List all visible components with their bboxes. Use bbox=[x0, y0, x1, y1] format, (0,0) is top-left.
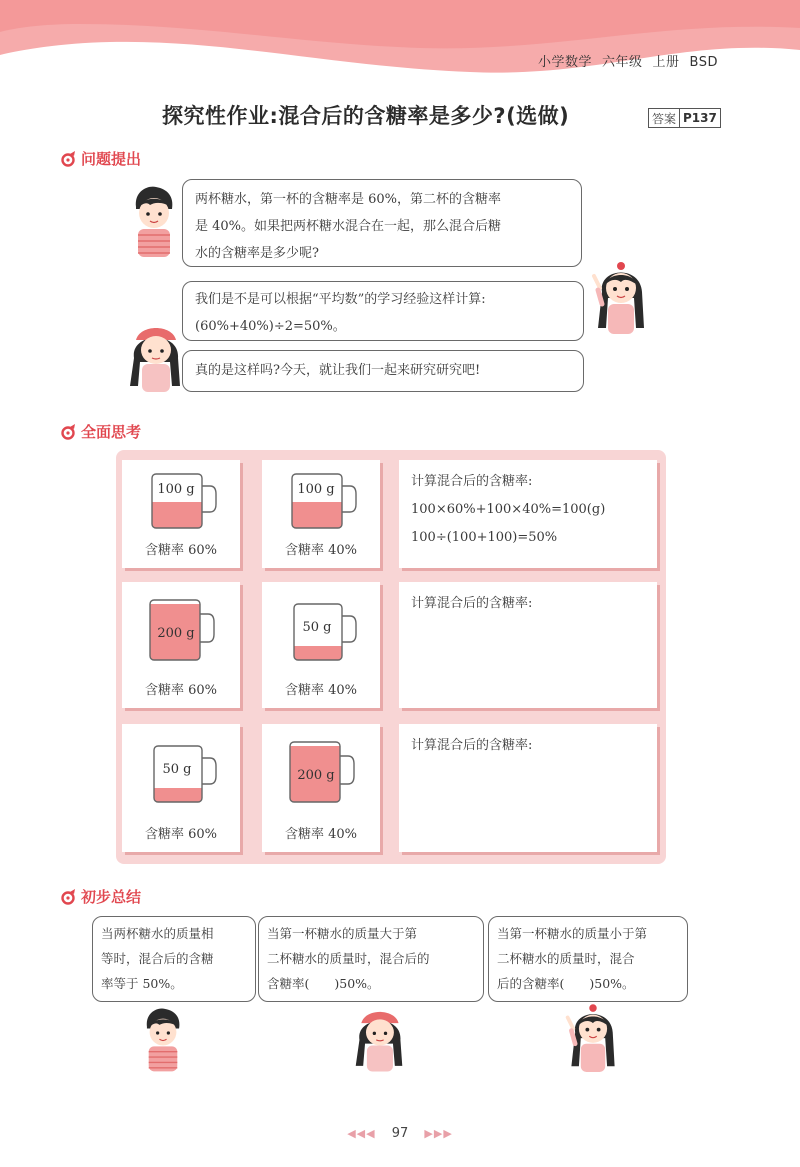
cup-mass: 100 g bbox=[157, 482, 195, 497]
boy-illustration bbox=[138, 1004, 188, 1078]
girl-hat-illustration bbox=[352, 1002, 406, 1074]
mug-icon bbox=[290, 472, 360, 530]
bullet-ring-icon bbox=[60, 423, 78, 441]
cup-card bbox=[262, 724, 380, 852]
calc-content: 计算混合后的含糖率: bbox=[411, 738, 533, 753]
cup-mass: 200 g bbox=[157, 626, 195, 641]
answer-page: P137 bbox=[683, 111, 717, 125]
section-problem-label: 问题提出 bbox=[81, 150, 142, 168]
page-title: 探究性作业:混合后的含糖率是多少?(选做) bbox=[162, 104, 570, 128]
cup-mass: 50 g bbox=[162, 762, 192, 777]
calc-content: 计算混合后的含糖率: bbox=[411, 596, 533, 611]
boy-illustration bbox=[126, 183, 182, 263]
volume: 上册 bbox=[652, 55, 680, 70]
cup-card bbox=[122, 582, 240, 708]
cup-card bbox=[262, 582, 380, 708]
right-arrows-icon: ▶▶▶ bbox=[424, 1127, 453, 1140]
bullet-ring-icon bbox=[60, 150, 78, 168]
cup-rate: 含糖率 40% bbox=[284, 543, 358, 558]
speech-bubble-average: 我们是不是可以根据“平均数”的学习经验这样计算: (60%+40%)÷2=50%。 bbox=[182, 281, 584, 341]
grade: 六年级 bbox=[602, 55, 643, 70]
section-summary-label: 初步总结 bbox=[81, 888, 142, 906]
cup-mass: 200 g bbox=[297, 768, 335, 783]
calc-card[interactable] bbox=[399, 460, 657, 568]
page-number: 97 bbox=[391, 1126, 409, 1141]
cup-mass: 100 g bbox=[297, 482, 335, 497]
girl-illustration bbox=[588, 258, 654, 342]
cup-rate: 含糖率 60% bbox=[144, 543, 218, 558]
edition: BSD bbox=[689, 55, 718, 70]
cup-rate: 含糖率 60% bbox=[144, 827, 218, 842]
section-problem bbox=[60, 148, 141, 169]
section-thinking bbox=[60, 421, 141, 442]
cup-card bbox=[122, 724, 240, 852]
conclusion-greater[interactable]: 当第一杯糖水的质量大于第 二杯糖水的质量时，混合后的 含糖率( )50%。 bbox=[258, 916, 484, 1002]
conclusion-less[interactable]: 当第一杯糖水的质量小于第 二杯糖水的质量时，混合 后的含糖率( )50%。 bbox=[488, 916, 688, 1002]
subject: 小学数学 bbox=[538, 55, 593, 70]
speech-bubble-invite: 真的是这样吗?今天，就让我们一起来研究研究吧! bbox=[182, 350, 584, 392]
section-summary bbox=[60, 886, 141, 907]
cup-card bbox=[122, 460, 240, 568]
cup-rate: 含糖率 60% bbox=[144, 683, 218, 698]
calc-card[interactable] bbox=[399, 582, 657, 708]
girl-illustration bbox=[562, 1000, 624, 1080]
left-arrows-icon: ◀◀◀ bbox=[347, 1127, 376, 1140]
calc-content: 计算混合后的含糖率: 100×60%+100×40%=100(g) 100÷(100+100)=50% bbox=[411, 474, 606, 545]
book-meta bbox=[528, 51, 718, 70]
cup-rate: 含糖率 40% bbox=[284, 683, 358, 698]
speech-bubble-question: 两杯糖水，第一杯的含糖率是 60%，第二杯的含糖率 是 40%。如果把两杯糖水混合在一起，那么混合后糖 水的含糖率是多少呢? bbox=[182, 179, 582, 267]
bullet-ring-icon bbox=[60, 888, 78, 906]
page-number-footer bbox=[0, 1126, 800, 1141]
cup-mass: 50 g bbox=[302, 620, 332, 635]
mug-icon bbox=[150, 472, 220, 530]
calc-card[interactable] bbox=[399, 724, 657, 852]
section-thinking-label: 全面思考 bbox=[81, 423, 142, 441]
girl-hat-illustration bbox=[126, 318, 184, 394]
cup-card bbox=[262, 460, 380, 568]
answer-reference[interactable] bbox=[648, 108, 721, 128]
cup-rate: 含糖率 40% bbox=[284, 827, 358, 842]
answer-label: 答案 bbox=[649, 109, 680, 127]
conclusion-equal: 当两杯糖水的质量相 等时，混合后的含糖 率等于 50%。 bbox=[92, 916, 256, 1002]
